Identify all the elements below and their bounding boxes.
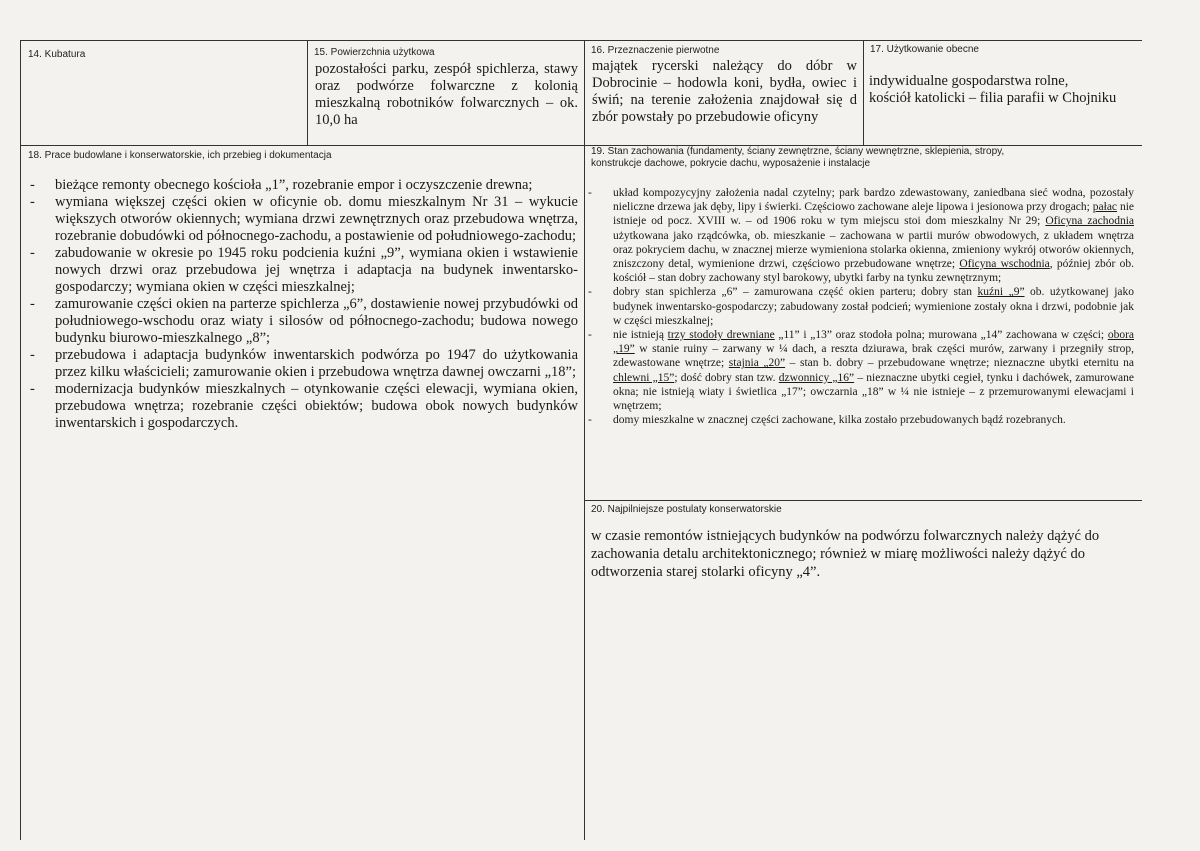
cell-stan-zachowania [584, 145, 1142, 500]
list-item: - modernizacja budynków mieszkalnych – otynkowanie części elewacji, wymiana okien, przebudowa wnętrza; rozebranie części obiektów; budowa obok nowych budynków inwentarskich i gospodarczych. [28, 381, 578, 432]
postulaty-line-3: odtworzenia starej stolarki oficyny „4”. [591, 564, 821, 580]
list-item: - układ kompozycyjny założenia nadal czytelny; park bardzo zdewastowany, zaniedbana sieć wodna, pozostały nieliczne drzewa jak dęby, lipy i świerki. Częściowo zachowane aleje lipowa i jesionowa przy drogach; pałac nie istnieje od pocz. XVIII w. – od 1906 roku w tym miejscu stoi dom mieszkalny Nr 29; Oficyna zachodnia użytkowana jako rządcówka, ob. mieszkanie – zachowana w partii murów obwodowych, z układem wnętrza oraz pokryciem dachu, w znacznej mierze wymieniona stolarka okienna, zmieniony wykrój otworów okiennych, zniszczony detal, wymienione drzwi, częściowo przebudowane wnętrze; Oficyna wschodnia, później zbór ob. kościół – stan dobry zachowany styl barokowy, ubytki farby na tynku zewnętrznym; [586, 186, 1134, 285]
stan-label-line-1: 19. Stan zachowania (fundamenty, ściany zewnętrzne, ściany wewnętrzne, sklepienia, stropy, [591, 146, 1005, 157]
list-item: - wymiana większej części okien w oficynie ob. domu mieszkalnym Nr 31 – wykucie większych otworów okiennych; wymiana drzwi zewnętrznych oraz przebudowa wnętrza, rozebranie dobudówki od północnego-zachodu, a postawienie od południowego-zachodu; [28, 194, 578, 245]
list-item: - domy mieszkalne w znacznej części zachowane, kilka zostało przebudowanych bądź rozebranych. [586, 413, 1134, 427]
cell-przeznaczenie [584, 40, 863, 145]
prace-label: 18. Prace budowlane i konserwatorskie, ich przebieg i dokumentacja [28, 150, 332, 161]
cell-uzytkowanie [863, 40, 1142, 145]
powierzchnia-value: pozostałości parku, zespół spichlerza, stawy oraz podwórze folwarczne z kolonią mieszkalną robotników folwarcznych – ok. 10,0 ha [315, 61, 578, 128]
cell-postulaty [584, 500, 1142, 840]
postulaty-line-2: zachowania detalu architektonicznego; również w miarę możliwości należy dążyć do [591, 546, 1085, 562]
uzytkowanie-line-2: kościół katolicki – filia parafii w Chojniku [869, 90, 1117, 106]
cell-powierzchnia [307, 40, 584, 145]
form-table [20, 40, 1142, 840]
list-item: - zabudowanie w okresie po 1945 roku podcienia kuźni „9”, wymiana okien i wstawienie nowych drzwi oraz przebudowa jej wnętrza i adaptacja na budynek inwentarsko-gospodarczy; wymiana okien w części mieszkalnej; [28, 245, 578, 296]
cell-kubatura [20, 40, 307, 145]
list-item: - nie istnieją trzy stodoły drewniane „11” i „13” oraz stodoła polna; murowana „14” zachowana w części; obora „19” w stanie ruiny – zarwany w ¼ dach, a reszta dziurawa, brak części murów, zarwany i przegniły strop, zdewastowane wnętrze; stajnia „20” – stan b. dobry – przebudowane wnętrze; nieznaczne ubytki eternitu na chlewni „15”; dość dobry stan tzw. dzwonnicy „16” – nieznaczne ubytki cegieł, tynku i dachówek, zamurowane okna; nie istnieją wiaty i świetlica „17”; owczarnia „18” w ¼ nie istnieje – z przemurowanymi elewacjami i wnętrzem; [586, 328, 1134, 413]
list-item: - przebudowa i adaptacja budynków inwentarskich podwórza po 1947 do użytkowania przez kilku właścicieli; zamurowanie okien i przebudowa wnętrza dawnej owczarni „18”; [28, 347, 578, 381]
list-item: - dobry stan spichlerza „6” – zamurowana część okien parteru; dobry stan kuźni „9” ob. użytkowanej jako budynek inwentarsko-gospodarczy; zabudowany został podcień; wymienione zostały okna i drzwi, podobnie jak w części mieszkalnej; [586, 285, 1134, 328]
postulaty-line-1: w czasie remontów istniejących budynków na podwórzu folwarcznych należy dążyć do [591, 528, 1100, 544]
kubatura-label: 14. Kubatura [28, 49, 86, 60]
cell-prace [20, 145, 584, 840]
uzytkowanie-label: 17. Użytkowanie obecne [870, 44, 979, 55]
uzytkowanie-line-1: indywidualne gospodarstwa rolne, [869, 73, 1069, 89]
prace-list [28, 177, 578, 432]
postulaty-label: 20. Najpilniejsze postulaty konserwatorskie [591, 504, 782, 515]
przeznaczenie-label: 16. Przeznaczenie pierwotne [591, 45, 720, 56]
powierzchnia-label: 15. Powierzchnia użytkowa [314, 47, 435, 58]
stan-label-line-2: konstrukcje dachowe, pokrycie dachu, wyposażenie i instalacje [591, 158, 871, 169]
stan-list [586, 186, 1134, 427]
list-item: - zamurowanie części okien na parterze spichlerza „6”, dostawienie nowej przybudówki od południowego-wschodu oraz wiaty i silosów od północnego-zachodu; budowa nowego budynku biurowo-mieszkalnego „8”; [28, 296, 578, 347]
list-item: - bieżące remonty obecnego kościoła „1”, rozebranie empor i oczyszczenie drewna; [28, 177, 578, 194]
przeznaczenie-value: majątek rycerski należący do dóbr w Dobrocinie – hodowla koni, bydła, owiec i świń; na terenie założenia znajdował się d zbór powstały po przebudowie oficyny [592, 58, 857, 125]
